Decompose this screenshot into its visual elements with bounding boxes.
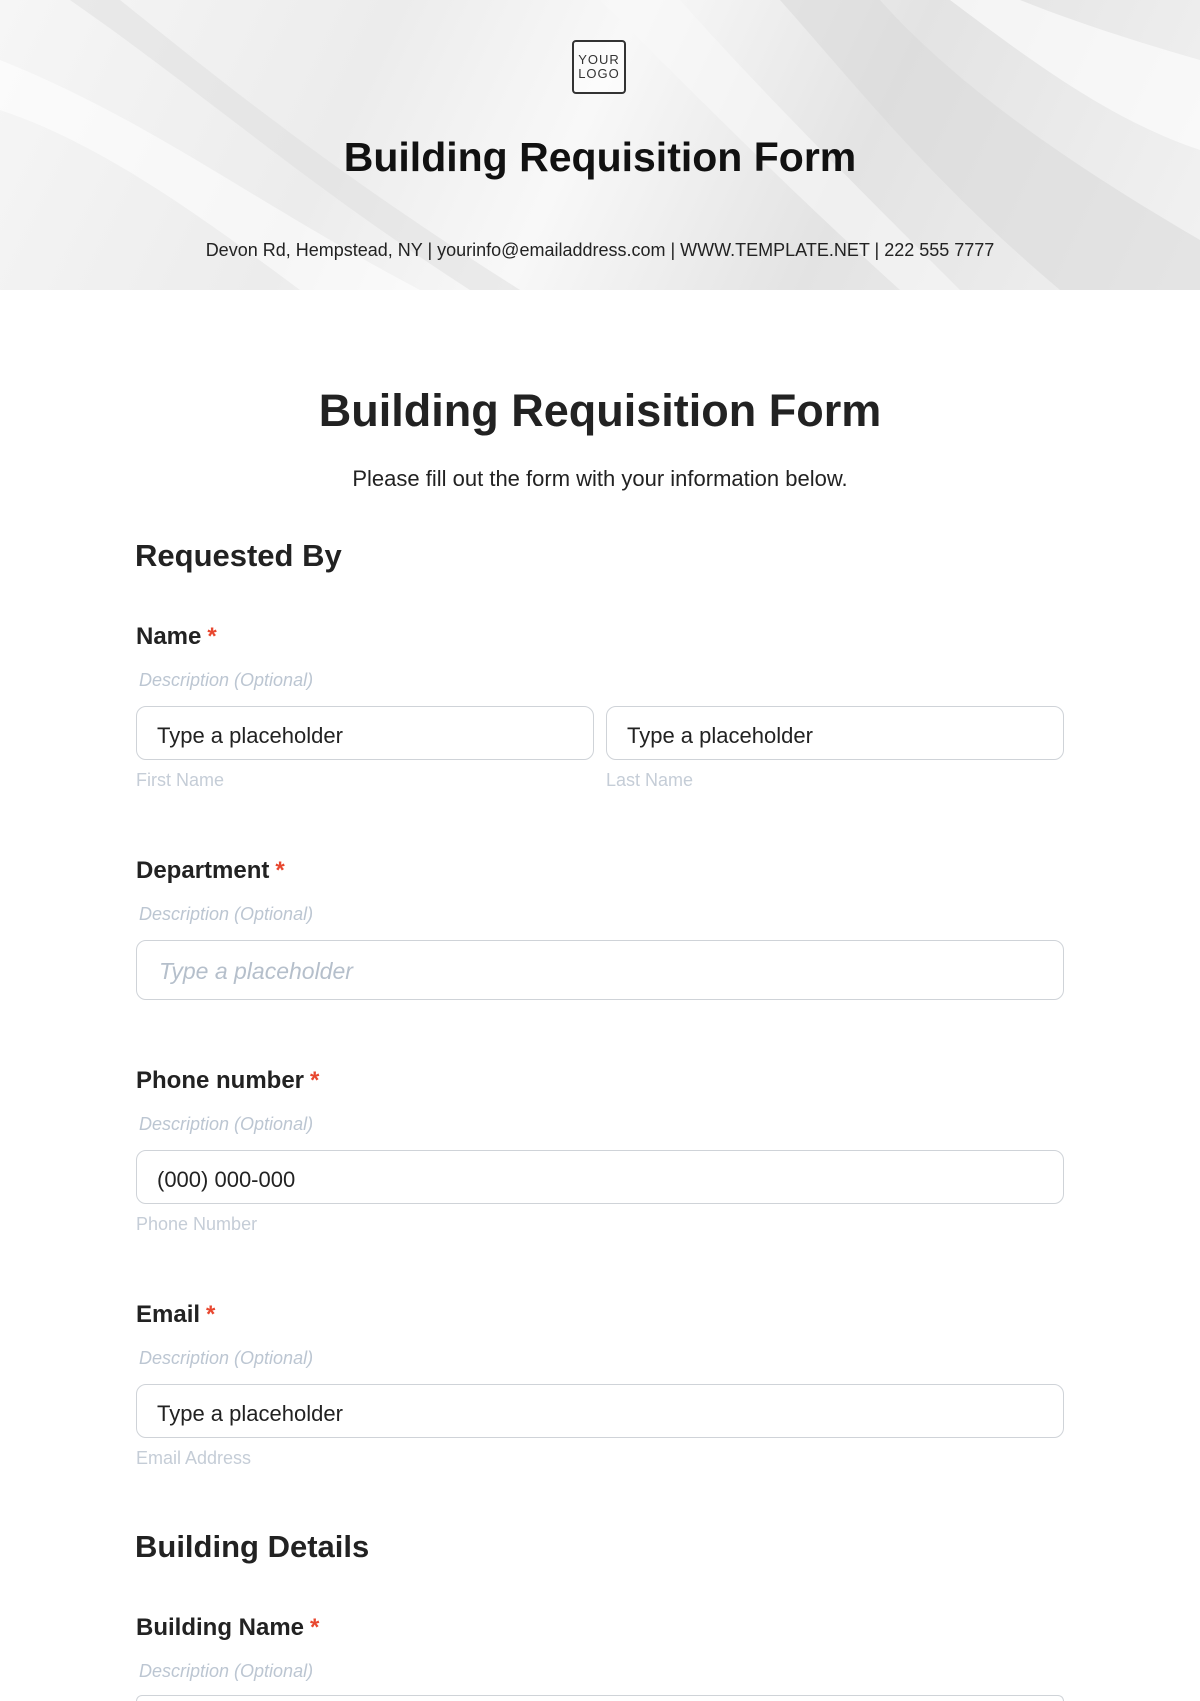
department-label [136, 857, 285, 885]
logo-text-line2: LOGO [578, 66, 620, 81]
section-title-requested-by: Requested By [135, 538, 342, 573]
required-marker: * [275, 857, 285, 884]
department-placeholder: Type a placeholder [159, 958, 353, 984]
last-name-sublabel: Last Name [606, 770, 694, 790]
phone-description: Description (Optional) [139, 1114, 314, 1134]
section-title-building-details: Building Details [135, 1529, 370, 1564]
page-header [0, 0, 1200, 290]
last-name-value: Type a placeholder [627, 723, 813, 748]
required-marker: * [310, 1614, 320, 1641]
email-label-text: Email [136, 1301, 201, 1328]
building-name-label [136, 1614, 319, 1642]
building-name-input[interactable] [136, 1695, 1064, 1701]
name-label [136, 623, 217, 651]
form-subtitle: Please fill out the form with your information below. [352, 466, 848, 491]
phone-value: (000) 000-000 [157, 1167, 296, 1192]
required-marker: * [310, 1067, 320, 1094]
form-title: Building Requisition Form [318, 385, 882, 436]
phone-label-text: Phone number [136, 1067, 305, 1094]
required-marker: * [207, 623, 217, 650]
first-name-input[interactable] [136, 706, 594, 760]
first-name-value: Type a placeholder [157, 723, 343, 748]
email-label [136, 1301, 215, 1329]
header-contact-info: Devon Rd, Hempstead, NY | yourinfo@emailaddress.com | WWW.TEMPLATE.NET | 222 555 7777 [205, 240, 995, 260]
department-description: Description (Optional) [139, 904, 314, 924]
phone-label [136, 1067, 319, 1095]
last-name-input[interactable] [606, 706, 1064, 760]
first-name-sublabel: First Name [136, 770, 225, 790]
name-description: Description (Optional) [139, 670, 314, 690]
logo-text-line1: YOUR [578, 52, 620, 67]
department-label-text: Department [136, 857, 270, 884]
phone-sublabel: Phone Number [136, 1214, 258, 1234]
email-value: Type a placeholder [157, 1401, 343, 1426]
name-label-text: Name [136, 623, 202, 650]
building-name-description: Description (Optional) [139, 1661, 314, 1681]
email-description: Description (Optional) [139, 1348, 314, 1368]
required-marker: * [206, 1301, 216, 1328]
phone-input[interactable] [136, 1150, 1064, 1204]
email-sublabel: Email Address [136, 1448, 252, 1468]
header-title: Building Requisition Form [343, 134, 857, 180]
building-name-label-text: Building Name [136, 1614, 305, 1641]
company-logo [572, 40, 626, 94]
email-input[interactable] [136, 1384, 1064, 1438]
department-input[interactable] [136, 940, 1064, 1000]
